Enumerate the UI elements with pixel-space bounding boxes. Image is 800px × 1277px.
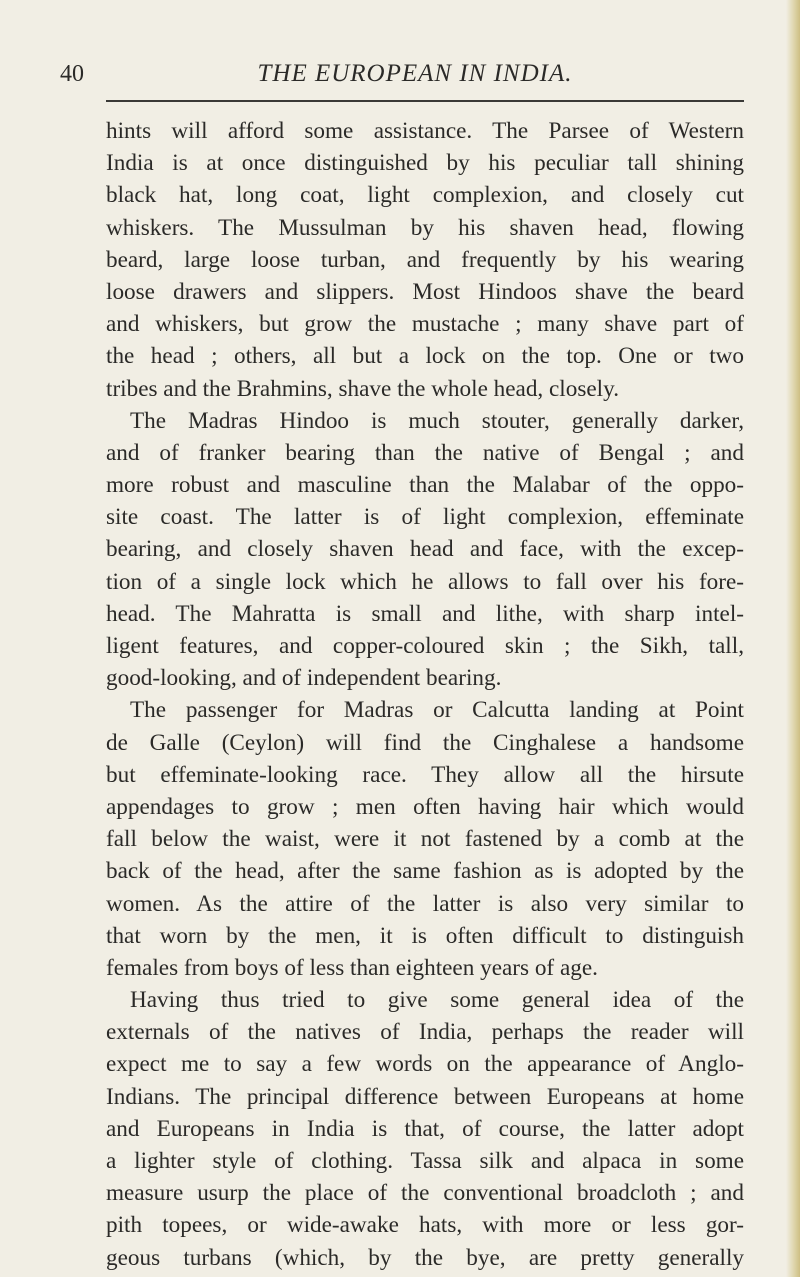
text-line: women. As the attire of the latter is also very similar to [106,890,744,917]
text-line: externals of the natives of India, perhaps the reader will [106,1019,744,1046]
text-line: the head ; others, all but a lock on the top. One or two [106,343,744,370]
text-line: whiskers. The Mussulman by his shaven head, flowing [106,214,744,241]
page-edge-shadow [786,0,800,1277]
text-line: back of the head, after the same fashion as is adopted by the [106,858,744,885]
page-number: 40 [60,61,84,87]
text-line: India is at once distinguished by his peculiar tall shining [106,150,744,177]
text-line: tribes and the Brahmins, shave the whole head, closely. [106,375,619,402]
text-line: de Galle (Ceylon) will find the Cinghalese a handsome [106,729,744,756]
text-line: loose drawers and slippers. Most Hindoos shave the beard [106,278,744,305]
text-line: head. The Mahratta is small and lithe, with sharp intel- [106,600,744,627]
text-line: and of franker bearing than the native of Bengal ; and [106,439,744,466]
text-line: and Europeans in India is that, of course, the latter adopt [106,1115,744,1142]
text-line: ligent features, and copper-coloured skin ; the Sikh, tall, [106,633,744,659]
text-line: geous turbans (which, by the bye, are pretty generally [106,1244,744,1271]
text-line: pith topees, or wide-awake hats, with more or less gor- [106,1212,744,1239]
text-line: Having thus tried to give some general idea of the [130,987,744,1014]
text-line: a lighter style of clothing. Tassa silk and alpaca in some [106,1148,744,1174]
text-line: measure usurp the place of the conventional broadcloth ; and [106,1180,744,1207]
text-line: Indians. The principal difference between Europeans at home [106,1083,744,1110]
text-line: beard, large loose turban, and frequently by his wearing [106,246,744,273]
text-line: good-looking, and of independent bearing. [106,665,502,692]
header-rule [106,100,744,102]
text-line: females from boys of less than eighteen years of age. [106,954,598,981]
text-line: expect me to say a few words on the appearance of Anglo- [106,1051,744,1078]
text-line: more robust and masculine than the Malabar of the oppo- [106,472,744,499]
text-line: The Madras Hindoo is much stouter, generally darker, [130,407,744,434]
text-line: black hat, long coat, light complexion, and closely cut [106,182,744,209]
text-line: site coast. The latter is of light complexion, effeminate [106,504,744,531]
page-header [60,58,750,90]
text-line: fall below the waist, were it not fastened by a comb at the [106,826,744,853]
text-line: and whiskers, but grow the mustache ; many shave part of [106,311,744,338]
body-text [106,115,744,1274]
text-line: hints will afford some assistance. The Parsee of Western [106,118,744,144]
text-line: that worn by the men, it is often difficult to distinguish [106,922,744,949]
running-title: THE EUROPEAN IN INDIA. [257,60,573,87]
text-line: appendages to grow ; men often having hair which would [106,793,744,820]
text-line: but effeminate-looking race. They allow all the hirsute [106,761,744,788]
text-line: The passenger for Madras or Calcutta landing at Point [130,697,744,724]
text-line: tion of a single lock which he allows to fall over his fore- [106,568,744,595]
text-line: bearing, and closely shaven head and face, with the excep- [106,536,744,563]
